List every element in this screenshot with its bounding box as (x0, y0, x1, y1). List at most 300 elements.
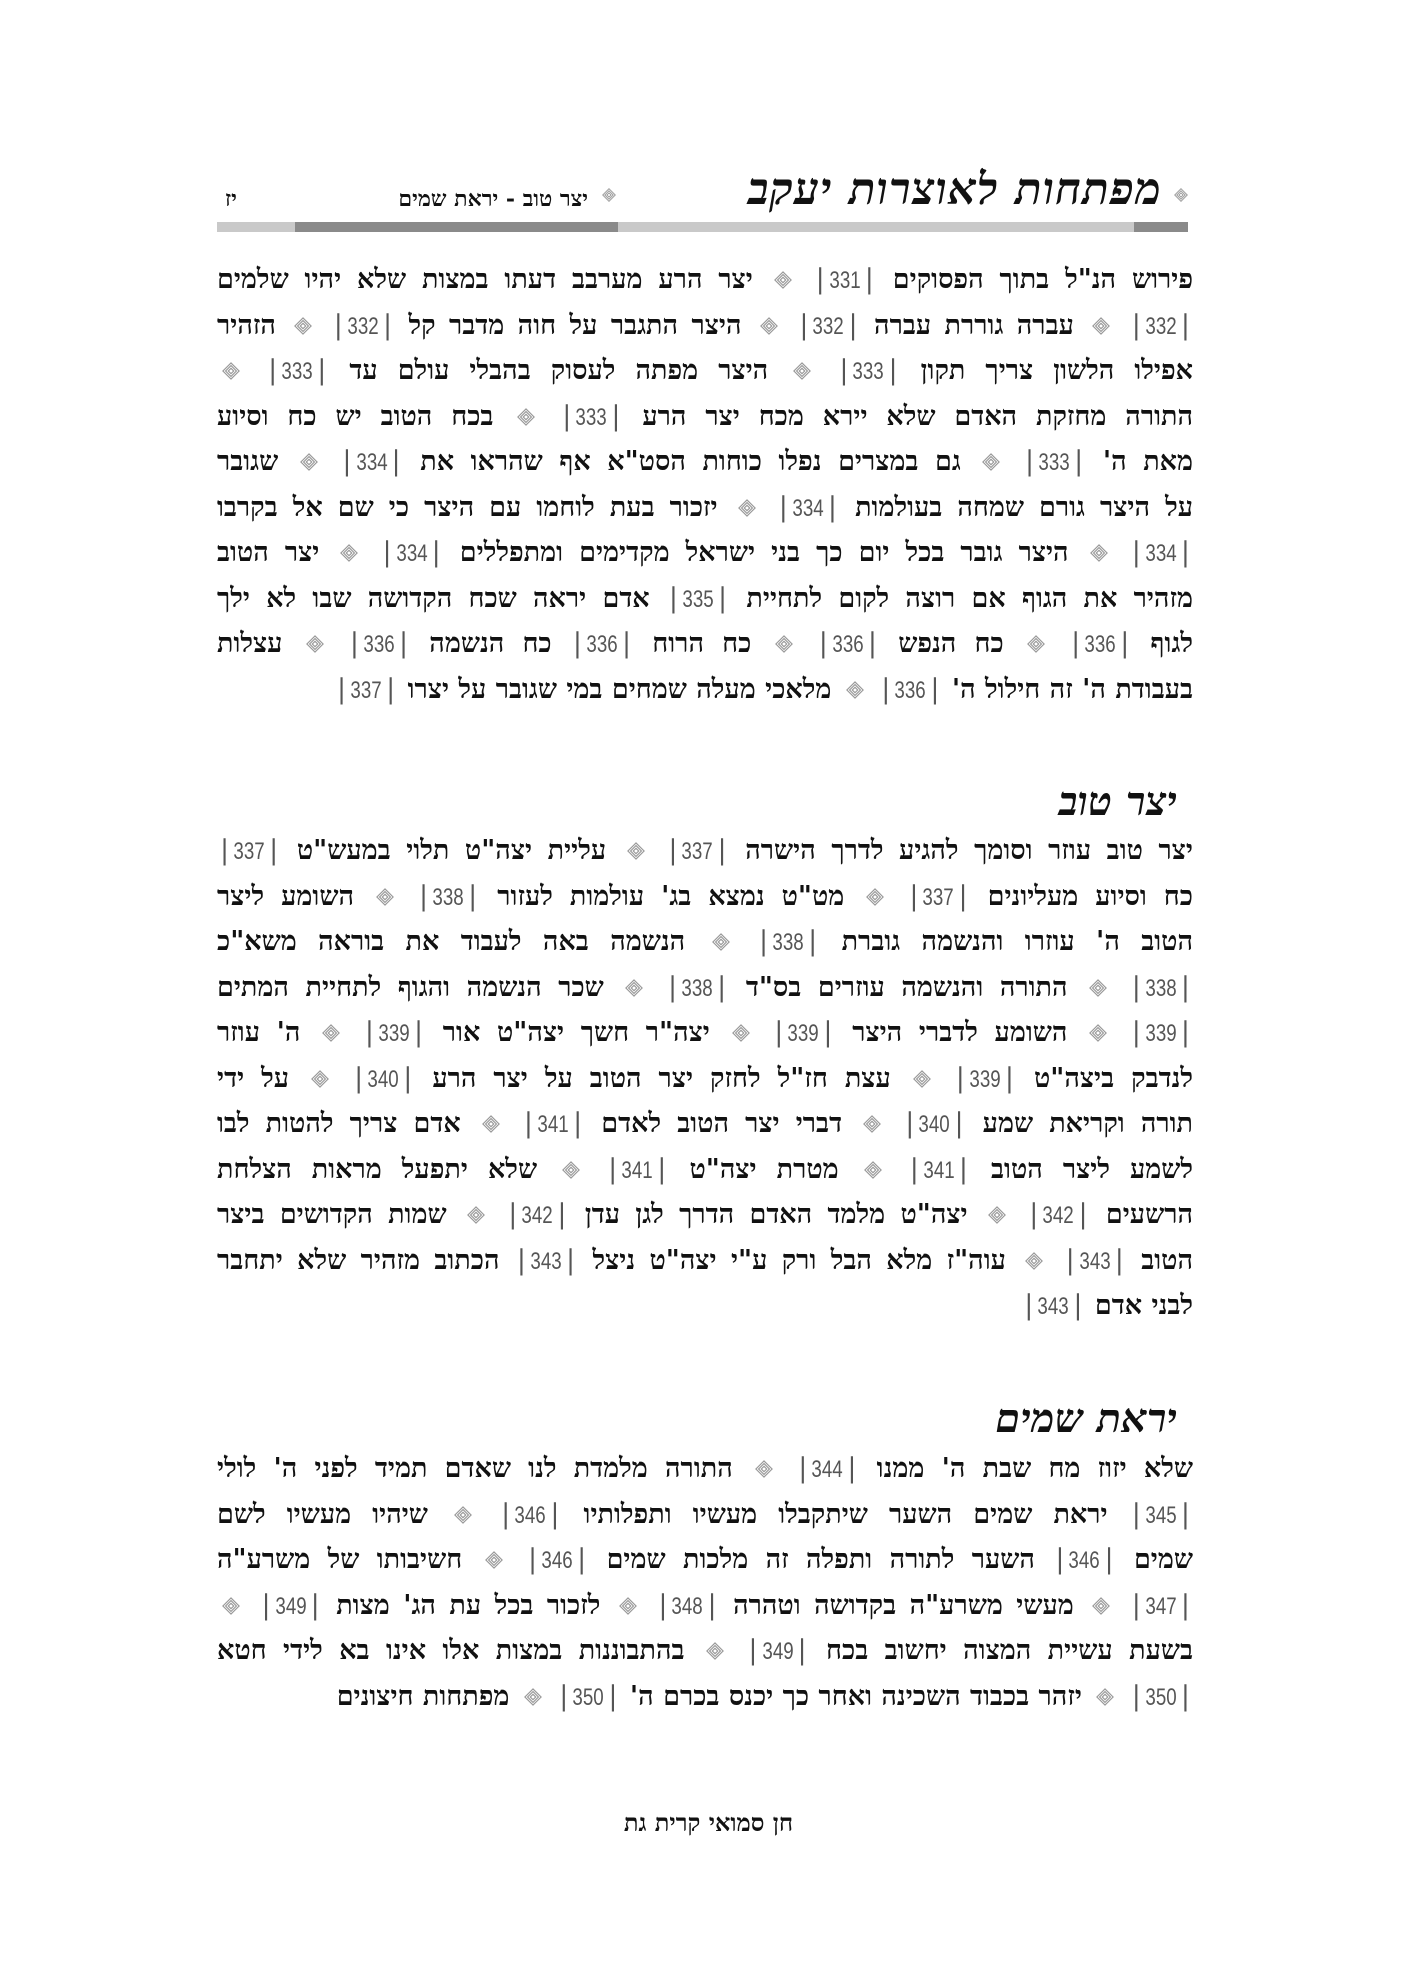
entry-text: לנדבק ביצה"ט (1016, 1062, 1193, 1094)
separator: | (559, 1680, 569, 1712)
index-line (217, 1010, 1193, 1056)
page-reference: 338 (432, 883, 464, 911)
entry-text: ה' עוזר (217, 1017, 318, 1048)
page-reference: 339 (378, 1020, 410, 1047)
separator: | (1065, 1244, 1075, 1276)
diamond-bullet-icon (988, 1193, 1006, 1211)
entry-text (798, 628, 816, 659)
page-reference: 338 (772, 929, 804, 956)
entry-text: כח הרוח (634, 628, 770, 659)
header-rule-segment (295, 222, 618, 232)
entry-text (1112, 972, 1129, 1003)
entry-text: השער לתורה ותפלה זה מלכות שמים (589, 1544, 1053, 1575)
diamond-bullet-icon (863, 1102, 881, 1120)
entry-text: לגוף (1132, 628, 1193, 659)
entry-text (1112, 1017, 1129, 1048)
separator: | (562, 400, 572, 432)
diamond-bullet-icon (982, 440, 1000, 458)
entry-text (869, 674, 878, 705)
diamond-bullet-icon (454, 1493, 472, 1511)
index-line (217, 1056, 1193, 1102)
separator: | (1078, 1199, 1088, 1230)
diamond-bullet-icon (793, 349, 811, 367)
page-reference: 336 (894, 676, 926, 704)
separator: | (354, 1062, 364, 1094)
separator: | (501, 1498, 511, 1530)
entry-text (317, 310, 330, 341)
separator: | (516, 1244, 526, 1276)
page-reference: 345 (1145, 1501, 1177, 1529)
diamond-bullet-icon (619, 1584, 637, 1602)
diamond-bullet-icon (524, 1675, 542, 1693)
separator: | (431, 537, 441, 568)
separator: | (758, 926, 769, 957)
entry-text: מזהיר את הגוף אם רוצה לקום לתחיית (730, 582, 1193, 614)
index-line (217, 1147, 1193, 1193)
separator: | (1131, 1680, 1141, 1712)
separator: | (349, 628, 359, 659)
separator: | (958, 880, 968, 912)
diamond-bullet-icon (376, 875, 394, 893)
entry-text: על ידי (217, 1062, 307, 1094)
separator: | (1024, 1290, 1034, 1321)
separator: | (909, 880, 919, 912)
diamond-bullet-icon (1096, 1675, 1114, 1693)
entry-text: פירוש הנ"ל בתוך הפסוקים (876, 264, 1193, 295)
separator: | (658, 1589, 668, 1621)
page-reference: 340 (918, 1111, 951, 1138)
entry-text: לזכור בכל עת הג' מצות (322, 1589, 614, 1621)
entry-text: חשיבותו של משרע"ה (217, 1544, 480, 1575)
entry-text (1115, 310, 1128, 341)
page-reference: 335 (682, 585, 714, 613)
entry-text (650, 835, 666, 866)
index-section-yetzer-tov (217, 828, 1193, 1329)
separator: | (1114, 1244, 1124, 1276)
separator: | (954, 1108, 964, 1139)
separator: | (1029, 1199, 1039, 1230)
separator: | (557, 1199, 567, 1230)
diamond-bullet-icon (306, 622, 324, 640)
entry-text: יצר הרע מערבב דעתו במצות שלא יהיו שלמים (217, 264, 769, 295)
index-line (217, 576, 1193, 622)
index-line (217, 919, 1193, 965)
page-reference: 331 (829, 267, 861, 294)
entry-text (1050, 628, 1068, 659)
separator: | (611, 400, 621, 432)
chapter-title: יצר טוב - יראת שמים (398, 186, 588, 212)
index-line (217, 485, 1193, 531)
page-reference: 350 (572, 1683, 604, 1711)
page-reference: 333 (1038, 449, 1070, 476)
section-heading-yetzer-tov: יצר טוב (1058, 778, 1177, 825)
diamond-bullet-icon (300, 440, 318, 458)
separator: | (1180, 1589, 1190, 1621)
entry-text (245, 355, 265, 386)
page-reference: 348 (671, 1592, 704, 1620)
separator: | (797, 1635, 807, 1666)
separator: | (657, 1153, 667, 1185)
page-reference: 332 (812, 312, 845, 340)
diamond-bullet-icon (482, 1102, 500, 1120)
entry-text: שכר הנשמה והגוף לתחיית המתים (217, 971, 621, 1003)
index-line (217, 1492, 1193, 1538)
page-reference: 341 (621, 1156, 653, 1184)
page-reference: 341 (923, 1156, 955, 1184)
separator: | (1104, 1544, 1114, 1575)
page-reference: 334 (395, 540, 428, 567)
separator: | (930, 673, 940, 705)
separator: | (550, 1498, 560, 1530)
page-reference: 338 (681, 974, 713, 1002)
page-reference: 334 (355, 449, 388, 476)
diamond-bullet-icon (517, 395, 535, 413)
entry-text: היצר גובר בכל יום כך בני ישראל מקדימים ומתפללים (443, 537, 1085, 568)
index-line (217, 1674, 1193, 1720)
diamond-bullet-icon (1090, 531, 1108, 549)
separator: | (608, 1680, 618, 1712)
page-reference: 343 (1079, 1247, 1111, 1275)
entry-text (887, 1154, 907, 1185)
entry-text (755, 1017, 772, 1048)
index-line (217, 874, 1193, 920)
separator: | (1180, 1017, 1191, 1048)
separator: | (527, 1544, 538, 1575)
index-line (217, 1238, 1193, 1284)
diamond-ornament-icon (602, 188, 616, 202)
separator: | (413, 1017, 424, 1048)
entry-text: היצר מפתה לעסוק בהבלי עולם עד (329, 355, 789, 386)
entry-text: עצת חז"ל לחזק יצר הטוב על יצר הרע (415, 1062, 908, 1094)
separator: | (382, 537, 392, 568)
page-reference: 339 (787, 1020, 820, 1047)
diamond-bullet-icon (625, 966, 643, 984)
diamond-bullet-icon (340, 531, 358, 549)
page-reference: 337 (681, 838, 714, 865)
entry-text (477, 1499, 498, 1530)
separator: | (1180, 309, 1190, 341)
entry-text (1119, 1681, 1128, 1712)
entry-text (505, 1108, 521, 1139)
entry-text (1011, 1199, 1026, 1230)
entry-text: יצר הטוב (217, 537, 336, 568)
entry-text: שלא יתפעל מראות הצלחת (217, 1153, 558, 1185)
entry-text: התורה מלמדת לנו שאדם תמיד לפני ה' לולי (217, 1453, 750, 1484)
diamond-ornament-icon (1174, 188, 1188, 202)
entry-text (761, 492, 776, 523)
diamond-bullet-icon (1089, 1011, 1107, 1029)
separator: | (718, 582, 728, 614)
entry-text: עברה גוררת עברה (860, 309, 1088, 341)
separator: | (577, 1544, 587, 1575)
page-reference: 337 (350, 676, 382, 704)
entry-text: הטוב (1126, 1244, 1193, 1276)
entry-text: יזהר בכבוד השכינה ואחר כך יכנס בכרם ה' (620, 1680, 1092, 1712)
entry-text (363, 537, 379, 568)
diamond-bullet-icon (485, 1538, 503, 1556)
page-reference: 346 (1068, 1547, 1101, 1574)
entry-text: עוה"ז מלא הבל ורק ע"י יצה"ט ניצל (578, 1244, 1021, 1276)
separator: | (799, 309, 809, 341)
separator: | (508, 1199, 518, 1230)
entry-text: הנשמה באה לעבוד את בוראה משא"כ (217, 926, 707, 957)
separator: | (342, 446, 352, 477)
page-reference: 342 (521, 1202, 554, 1229)
separator: | (958, 1153, 968, 1185)
entry-text: אדם צריך להטות לבו (217, 1108, 477, 1139)
index-section-yirat-shamayim (217, 1446, 1193, 1719)
separator: | (839, 355, 849, 386)
separator: | (905, 1108, 915, 1139)
page-reference: 342 (1042, 1202, 1075, 1229)
entry-text: עליית יצה"ט תלוי במעש"ט (281, 835, 622, 866)
index-line (217, 1192, 1193, 1238)
entry-text (540, 401, 559, 432)
entry-text (547, 1681, 556, 1712)
separator: | (1071, 628, 1081, 659)
header-rule-segment (1134, 222, 1188, 232)
entry-text (642, 1590, 655, 1621)
separator: | (333, 309, 343, 341)
index-line (217, 439, 1193, 485)
entry-text (399, 881, 416, 912)
separator: | (621, 628, 632, 659)
entry-text: דברי יצר הטוב לאדם (585, 1108, 859, 1139)
entry-text: כח הנשמה (411, 628, 570, 659)
entry-text: שלא יזוז מח שבת ה' ממנו (859, 1453, 1193, 1484)
separator: | (269, 835, 279, 866)
diamond-bullet-icon (913, 1057, 931, 1075)
entry-text (729, 1635, 745, 1666)
entry-text: מאת ה' (1086, 446, 1193, 477)
entry-text (735, 926, 756, 957)
diamond-bullet-icon (467, 1193, 485, 1211)
diamond-bullet-icon (732, 1011, 750, 1029)
entry-text: מלאכי מעלה שמחים במי שגובר על יצרו (398, 673, 841, 705)
index-line (217, 1628, 1193, 1674)
page-reference: 338 (1145, 974, 1177, 1002)
entry-text (585, 1154, 605, 1185)
entry-text: בעבודת ה' זה חילול ה' (942, 673, 1193, 705)
separator: | (261, 1589, 271, 1621)
entry-text: השומע לדברי היצר (835, 1017, 1085, 1048)
index-line (217, 1101, 1193, 1147)
index-line (217, 667, 1193, 713)
separator: | (364, 1017, 374, 1048)
page-reference: 343 (530, 1247, 562, 1275)
separator: | (1131, 1498, 1141, 1530)
diamond-bullet-icon (712, 920, 730, 938)
diamond-bullet-icon (562, 1148, 580, 1166)
separator: | (468, 880, 478, 912)
index-section-intro (217, 257, 1193, 712)
separator: | (391, 446, 401, 477)
entry-text: שמות הקדושים ביצר (217, 1199, 462, 1230)
separator: | (1120, 628, 1130, 659)
entry-text: התורה והנשמה עוזרים בס"ד (729, 971, 1085, 1003)
separator: | (808, 926, 818, 957)
diamond-bullet-icon (222, 349, 240, 367)
entry-text (1115, 1590, 1128, 1621)
separator: | (419, 880, 429, 912)
diamond-bullet-icon (738, 486, 756, 504)
page-reference: 339 (1145, 1020, 1177, 1047)
index-line (217, 965, 1193, 1011)
separator: | (1131, 537, 1141, 568)
entry-text: לשמע ליצר הטוב (971, 1153, 1193, 1185)
separator: | (403, 1062, 413, 1094)
separator: | (668, 835, 678, 866)
entry-text (886, 1108, 902, 1139)
separator: | (1180, 971, 1191, 1003)
entry-text (334, 1063, 351, 1094)
diamond-bullet-icon (866, 875, 884, 893)
separator: | (523, 1108, 534, 1139)
page-reference: 349 (274, 1592, 307, 1620)
entry-text: הרשעים (1090, 1199, 1193, 1230)
entry-text (648, 972, 665, 1003)
entry-text: הזהיר (217, 309, 290, 341)
running-header (217, 164, 1188, 220)
separator: | (827, 491, 838, 523)
page-number: יז (225, 186, 237, 212)
separator: | (310, 1589, 320, 1621)
page-reference: 334 (1145, 540, 1177, 567)
separator: | (818, 628, 828, 659)
separator: | (717, 971, 727, 1003)
entry-text (1005, 446, 1022, 477)
separator: | (881, 673, 891, 705)
entry-text (329, 628, 347, 659)
entry-text: יצר טוב עוזר וסומך להגיע לדרך הישרה (729, 835, 1193, 866)
separator: | (1131, 309, 1141, 341)
separator: | (823, 1017, 833, 1048)
separator: | (864, 264, 874, 295)
entry-text (490, 1199, 505, 1230)
separator: | (867, 628, 878, 659)
page-reference: 344 (811, 1456, 843, 1483)
separator: | (1073, 1290, 1083, 1321)
separator: | (1131, 971, 1141, 1003)
entry-text: על היצר גורם שמחה בעולמות (840, 491, 1193, 523)
page-reference: 349 (761, 1638, 794, 1665)
page-reference: 332 (1145, 312, 1177, 340)
separator: | (774, 1017, 784, 1048)
entry-text: מט"ט נמצא בג' עולמות לעזור (480, 880, 862, 912)
diamond-bullet-icon (755, 1447, 773, 1465)
separator: | (815, 264, 825, 295)
separator: | (336, 673, 347, 705)
entry-text: אפילו הלשון צריך תקון (900, 355, 1193, 386)
diamond-bullet-icon (775, 622, 793, 640)
entry-text (816, 355, 836, 386)
entry-text (345, 1017, 362, 1048)
entry-text: התורה מחזקת האדם שלא יירא מכח יצר הרע (623, 400, 1193, 432)
page-footer: חן סמואי קרית גת (623, 1808, 794, 1837)
page-reference: 336 (363, 631, 395, 658)
entry-text: בשעת עשיית המצוה יחשוב בכח (809, 1635, 1193, 1666)
entry-text (245, 1590, 258, 1621)
index-line (217, 1583, 1193, 1629)
entry-text: כח וסיוע מעליונים (970, 880, 1193, 912)
separator: | (707, 1589, 717, 1621)
entry-text: יזכור בעת לוחמו עם היצר כי שם אל בקרבו (217, 491, 733, 523)
diamond-bullet-icon (1092, 1584, 1110, 1602)
diamond-bullet-icon (1089, 966, 1107, 984)
diamond-bullet-icon (846, 668, 864, 686)
page-reference: 333 (575, 403, 607, 431)
separator: | (847, 1453, 857, 1484)
separator: | (1004, 1062, 1014, 1094)
entry-text: בהתבוננות במצות אלו אינו בא לידי חטא (217, 1635, 701, 1666)
separator: | (668, 971, 678, 1003)
entry-text: גם במצרים נפלו כוחות הסט"א אף שהראו את (403, 446, 978, 477)
separator: | (778, 491, 788, 523)
entry-text: שמים (1116, 1544, 1193, 1575)
separator: | (386, 673, 396, 705)
entry-text: מטרת יצה"ט (669, 1153, 859, 1185)
separator: | (848, 309, 858, 341)
index-line (217, 828, 1193, 874)
page-reference: 347 (1145, 1592, 1177, 1620)
separator: | (220, 835, 230, 866)
separator: | (608, 1153, 618, 1185)
entry-text: כח הנפש (880, 628, 1022, 659)
diamond-bullet-icon (1027, 622, 1045, 640)
separator: | (909, 1153, 919, 1185)
header-rule-segment (217, 222, 295, 232)
diamond-bullet-icon (311, 1057, 329, 1075)
index-line (217, 1446, 1193, 1492)
header-rule-segment (618, 222, 1134, 232)
separator: | (1131, 1589, 1141, 1621)
diamond-bullet-icon (627, 829, 645, 847)
separator: | (955, 1062, 965, 1094)
separator: | (798, 1453, 808, 1484)
separator: | (1180, 1680, 1190, 1712)
page-reference: 346 (514, 1501, 546, 1529)
separator: | (398, 628, 409, 659)
entry-text: יצה"ר חשך יצה"ט אור (426, 1017, 727, 1048)
entry-text: בכח הטוב יש כח וסיוע (217, 400, 513, 432)
entry-text: עצלות (217, 628, 301, 659)
book-title: מפתחות לאוצרות יעקב (747, 164, 1162, 215)
diamond-bullet-icon (322, 1011, 340, 1029)
index-line (217, 257, 1193, 303)
diamond-bullet-icon (294, 304, 312, 322)
page-reference: 346 (541, 1547, 573, 1574)
page-reference: 332 (347, 312, 379, 340)
entry-text: היצר התגבר על חוה מדבר קל (395, 309, 755, 341)
separator: | (717, 835, 727, 866)
separator: | (268, 355, 278, 386)
page-reference: 336 (1084, 631, 1116, 658)
entry-text (889, 881, 906, 912)
separator: | (1074, 446, 1084, 477)
page-reference: 333 (281, 358, 313, 385)
diamond-bullet-icon (774, 258, 792, 276)
entry-text: הטוב ה' עוזרו והנשמה גוברת (820, 926, 1193, 957)
page-reference: 334 (792, 494, 824, 522)
entry-text: תורה וקריאת שמע (966, 1108, 1193, 1139)
separator: | (1180, 537, 1191, 568)
entry-text (783, 310, 796, 341)
entry-text (778, 1453, 795, 1484)
index-line (217, 348, 1193, 394)
index-line (217, 1283, 1193, 1329)
separator: | (668, 582, 678, 614)
separator: | (1180, 1498, 1190, 1530)
